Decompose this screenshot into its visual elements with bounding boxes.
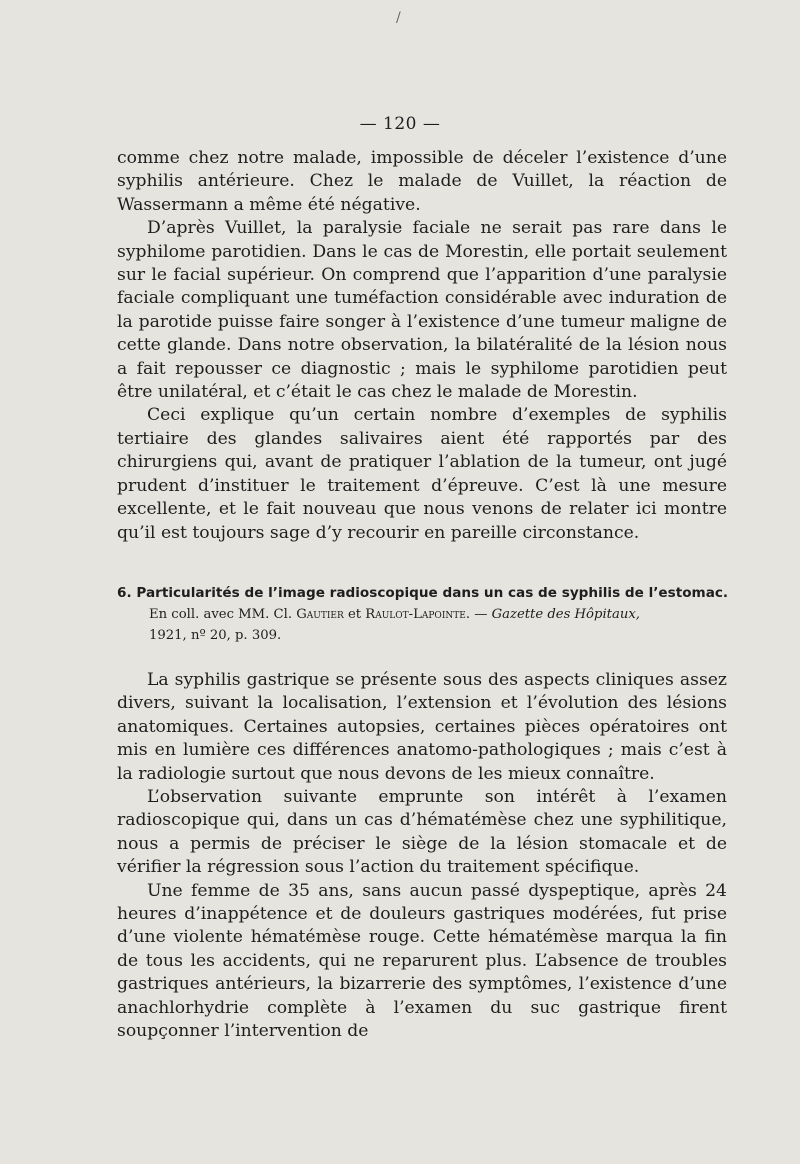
scan-mark: /: [396, 10, 401, 26]
author-raulot-lapointe: Raulot-Lapointe: [365, 607, 466, 622]
paragraph: D’après Vuillet, la paralysie faciale ne serait pas rare dans le syphilome parotidien. Dans le cas de Morestin, elle portait seulement sur le facial supérieur. On comprend que l’apparition d’une paralysie faciale compliquant une tuméfaction considérable avec induration de la parotide puisse faire songer à l’existence d’une tumeur maligne de cette glande. Dans notre observation, la bilatéralité de la lésion nous a fait repousser ce diagnostic ; mais le syphilome parotidien peut être unilatéral, et c’était le cas chez le malade de Morestin.: [117, 218, 727, 403]
body-text-top: [117, 147, 727, 545]
collab-prefix: En coll. avec MM. Cl.: [149, 607, 293, 622]
bibliographic-reference: [117, 583, 729, 646]
reference-details: 1921, nº 20, p. 309.: [149, 628, 282, 643]
body-text-bottom: [117, 669, 727, 1044]
reference-title: 6. Particularités de l’image radioscopique dans un cas de syphilis de l’estomac.: [117, 585, 729, 601]
paragraph-continues: Une femme de 35 ans, sans aucun passé dyspeptique, après 24 heures d’inappétence et de douleurs gastriques modérées, fut prise d’une violente hématémèse rouge. Cette hématémèse marqua la fin de tous les accidents, qui ne reparurent plus. L’absence de troubles gastriques antérieurs, la bizarrerie des symptômes, l’existence d’une anachlorhydrie complète à l’examen du suc gastrique firent soupçonner l’intervention de: [117, 880, 727, 1042]
page-number: — 120 —: [359, 114, 441, 134]
journal-name: Gazette des Hôpitaux,: [491, 607, 640, 622]
paragraph: Ceci explique qu’un certain nombre d’exemples de syphilis tertiaire des glandes salivaires aient été rapportés par des chirurgiens qui, avant de pratiquer l’ablation de la tumeur, ont jugé prudent d’instituer le traitement d’épreuve. C’est là une mesure excellente, et le fait nouveau que nous venons de relater ici montre qu’il est toujours sage d’y recourir en pareille circonstance.: [117, 405, 727, 543]
paragraph: La syphilis gastrique se présente sous des aspects cliniques assez divers, suivant la localisation, l’extension et l’évolution des lésions anatomiques. Certaines autopsies, certaines pièces opératoires ont mis en lumière ces différences anatomo-pathologiques ; mais c’est à la radiologie surtout que nous devons de les mieux connaître.: [117, 670, 727, 784]
paragraph: L’observation suivante emprunte son intérêt à l’examen radioscopique qui, dans un cas d’hématémèse chez une syphilitique, nous a permis de préciser le siège de la lésion stomacale et de vérifier la régression sous l’action du traitement spécifique.: [117, 787, 727, 878]
paragraph-continued: comme chez notre malade, impossible de déceler l’existence d’une syphilis antérieure. Chez le malade de Vuillet, la réaction de Wassermann a même été négative.: [117, 148, 727, 215]
reference-authors: [117, 604, 729, 625]
conjunction: et: [347, 607, 362, 622]
author-gautier: Gautier: [296, 607, 344, 622]
dash: . —: [465, 607, 488, 622]
